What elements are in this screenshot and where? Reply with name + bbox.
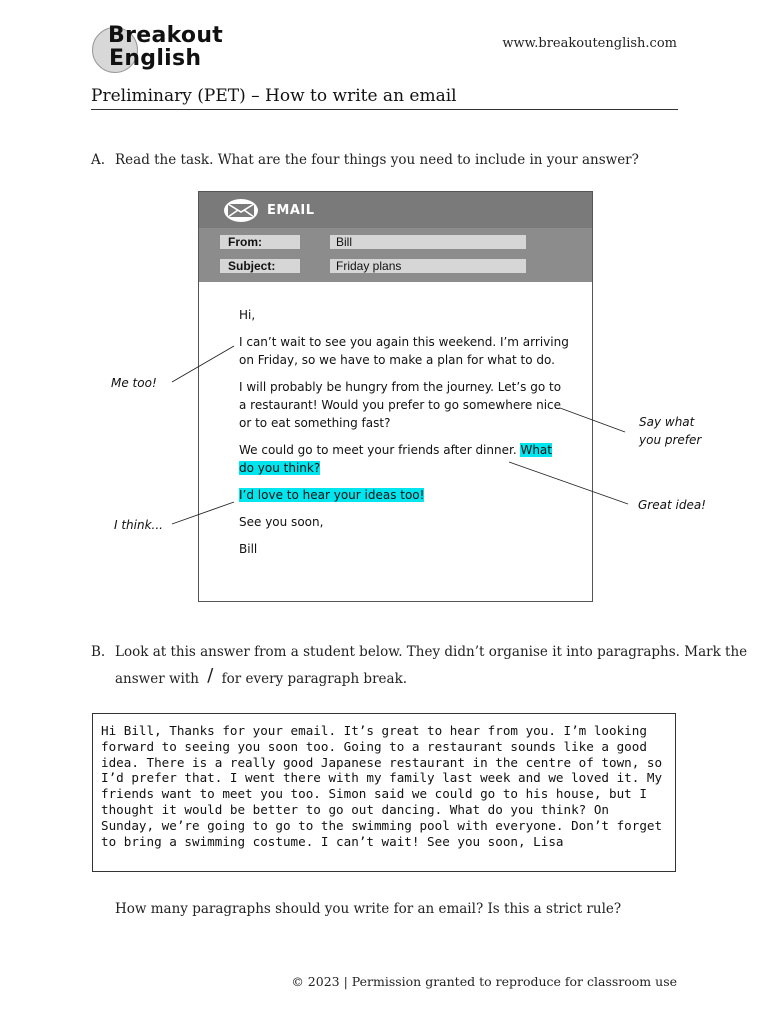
note-i-think: I think... [114, 518, 163, 532]
logo-line-1: Breakout [108, 23, 224, 48]
section-b-prompt-start: answer with [115, 671, 199, 687]
email-header-label: EMAIL [267, 203, 315, 218]
note-me-too: Me too! [111, 376, 157, 390]
highlight-ideas-too: I’d love to hear your ideas too! [239, 488, 425, 502]
from-label: From: [220, 235, 300, 249]
footer-copyright: © 2023 | Permission granted to reproduce for classroom use [291, 974, 677, 989]
section-b-prompt-end: for every paragraph break. [221, 671, 408, 687]
from-field[interactable]: Bill [330, 235, 526, 249]
slash-symbol: / [207, 665, 214, 686]
subject-label: Subject: [220, 259, 300, 273]
pointer-great-idea [509, 462, 628, 504]
follow-up-question: How many paragraphs should you write for an email? Is this a strict rule? [115, 901, 622, 917]
email-paragraph-2: I will probably be hungry from the journey. Let’s go to a restaurant! Would you prefer to go somewhere nice or to eat something fast? [239, 380, 562, 430]
student-answer-box[interactable]: Hi Bill, Thanks for your email. It’s great to hear from you. I’m looking forward to seeing you soon too. Going to a restaurant sounds like a good idea. There is a really good Japanese restaurant in the centre of town, so I’d prefer that. I went there with my family last week and we loved it. My friends want to meet you too. Simon said we could go to his house, but I thought it would be better to go out dancing. What do you think? On Sunday, we’re going to go to the swimming pool with everyone. Don’t forget to bring a swimming costume. I can’t wait! See you soon, Lisa [92, 713, 676, 872]
subject-field[interactable]: Friday plans [330, 259, 526, 273]
logo-line-2: English [109, 46, 202, 71]
section-b-prompt-line-1: Look at this answer from a student below. They didn’t organise it into paragraphs. Mark the [115, 644, 748, 660]
pointer-i-think [172, 502, 234, 524]
email-greeting: Hi, [239, 308, 256, 322]
note-say-what-line-1: Say what [639, 415, 695, 429]
email-closing: See you soon, [239, 515, 324, 529]
highlight-what-do-you-think: What do you think? [239, 443, 552, 475]
note-say-what-line-2: you prefer [639, 433, 702, 447]
pointer-me-too [172, 346, 234, 382]
email-paragraph-1: I can’t wait to see you again this weekend. I’m arriving on Friday, so we have to make a plan for what to do. [239, 335, 569, 367]
section-a-label: A. [91, 152, 106, 168]
section-b-label: B. [91, 644, 106, 660]
section-a-prompt: Read the task. What are the four things you need to include in your answer? [115, 152, 639, 168]
email-paragraph-3-text: We could go to meet your friends after dinner. [239, 443, 521, 457]
site-url[interactable]: www.breakoutenglish.com [502, 36, 677, 51]
page-title: Preliminary (PET) – How to write an email [91, 86, 457, 106]
note-great-idea: Great idea! [638, 498, 706, 512]
pointer-say-what [560, 408, 625, 432]
section-b-prompt-line-2 [115, 667, 407, 688]
email-signature: Bill [239, 542, 258, 556]
